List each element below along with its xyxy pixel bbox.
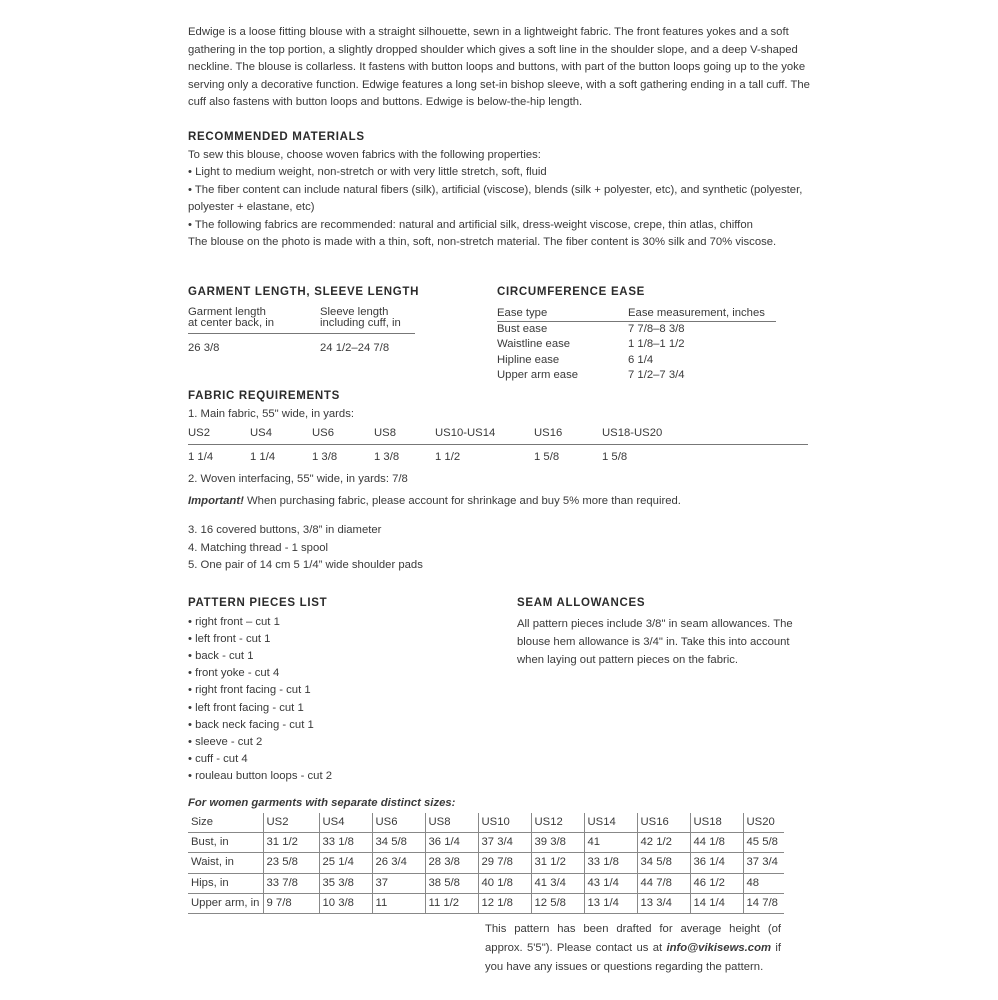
size-table-cell: 37 3/4 <box>478 833 531 853</box>
pattern-piece-item: • right front – cut 1 <box>188 615 280 628</box>
fabric-size: US10-US14 <box>435 425 534 444</box>
size-table-cell: 9 7/8 <box>263 893 319 913</box>
size-table-cell: 37 <box>372 873 425 893</box>
col-header-line: including cuff, in <box>320 317 401 329</box>
ease-row <box>497 368 776 383</box>
col-header-line: at center back, in <box>188 317 275 329</box>
size-table-cell: 36 1/4 <box>425 833 478 853</box>
size-table-cell: 41 <box>584 833 637 853</box>
pattern-piece-item: • back neck facing - cut 1 <box>188 718 314 731</box>
contact-note <box>485 920 781 977</box>
size-table-cell: 28 3/8 <box>425 853 478 873</box>
sleeve-length-value: 24 1/2–24 7/8 <box>320 341 390 354</box>
size-table-cell: 37 3/4 <box>743 853 784 873</box>
garment-length-heading: GARMENT LENGTH, SLEEVE LENGTH <box>188 286 420 298</box>
fabric-yards: 1 1/2 <box>435 450 461 463</box>
fabric-size: US6 <box>312 425 374 444</box>
size-table-cell: 41 3/4 <box>531 873 584 893</box>
ease-row <box>497 321 776 337</box>
size-table-cell: 38 5/8 <box>425 873 478 893</box>
garment-length-value: 26 3/8 <box>188 341 220 354</box>
supplies-list <box>188 522 828 575</box>
supply-item: 5. One pair of 14 cm 5 1/4” wide shoulder pads <box>188 559 423 571</box>
size-table-cell: 11 <box>372 893 425 913</box>
ease-value: 6 1/4 <box>628 353 654 366</box>
fabric-section <box>188 388 813 466</box>
ease-row <box>497 337 776 352</box>
size-table-cell: 35 3/8 <box>319 873 372 893</box>
size-table-cell: 45 5/8 <box>743 833 784 853</box>
fabric-yards: 1 1/4 <box>250 450 276 463</box>
size-table-cell: 10 3/8 <box>319 893 372 913</box>
fabric-yards: 1 3/8 <box>312 450 338 463</box>
garment-length-col-header <box>188 307 320 334</box>
pattern-pieces-heading: PATTERN PIECES LIST <box>188 597 328 609</box>
ease-value: 1 1/8–1 1/2 <box>628 338 685 351</box>
size-table-cell: 11 1/2 <box>425 893 478 913</box>
size-table-cell: 29 7/8 <box>478 853 531 873</box>
size-table-cell: 40 1/8 <box>478 873 531 893</box>
size-table-cell: US14 <box>584 813 637 833</box>
size-table-row-label: Hips, in <box>188 873 263 893</box>
size-table-cell: 25 1/4 <box>319 853 372 873</box>
ease-type: Waistline ease <box>497 338 571 351</box>
materials-section <box>188 129 828 252</box>
size-table-row-label: Size <box>188 813 263 833</box>
size-table-row-label: Upper arm, in <box>188 893 263 913</box>
ease-row <box>497 353 776 368</box>
fabric-yards: 1 3/8 <box>374 450 400 463</box>
size-table-cell: US8 <box>425 813 478 833</box>
fabric-yards: 1 5/8 <box>534 450 560 463</box>
fabric-heading: FABRIC REQUIREMENTS <box>188 390 340 402</box>
interfacing-line: 2. Woven interfacing, 55" wide, in yards: 7/8 <box>188 473 408 485</box>
pattern-piece-item: • rouleau button loops - cut 2 <box>188 770 333 783</box>
fabric-size: US18-US20 <box>602 425 808 444</box>
intro-paragraph: Edwige is a loose fitting blouse with a straight silhouette, sewn in a lightweight fabric. The front features yokes and a soft gathering in the top portion, a slightly dropped shoulder which gives a soft line in the shoulder slope, and a deep V-shaped neckline. The blouse is collarless. It fastens with button loops and buttons, with part of the button loops going up to the yoke serving only a decorative function. Edwige features a long set-in bishop sleeve, with a soft gathering ending in a tall cuff. The cuff also fastens with button loops and buttons. Edwige is below-the-hip length. <box>188 26 810 108</box>
supply-item: 3. 16 covered buttons, 3/8” in diameter <box>188 524 382 536</box>
size-table-cell: 42 1/2 <box>637 833 690 853</box>
size-table-cell: 36 1/4 <box>690 853 743 873</box>
fabric-yards: 1 1/4 <box>188 450 214 463</box>
ease-value: 7 7/8–8 3/8 <box>628 322 685 335</box>
size-table-row <box>188 873 784 893</box>
ease-type: Hipline ease <box>497 353 560 366</box>
size-table-cell: 48 <box>743 873 784 893</box>
materials-bullet: • The fiber content can include natural fibers (silk), artificial (viscose), blends (silk + polyester, etc), and synthetic (polyester, polyester + elastane, etc) <box>188 183 803 213</box>
size-table-cell: 31 1/2 <box>263 833 319 853</box>
size-table-cell: 26 3/4 <box>372 853 425 873</box>
materials-bullet: • The following fabrics are recommended: natural and artificial silk, dress-weight viscose, crepe, thin atlas, chiffon <box>188 218 753 231</box>
size-table <box>188 813 784 914</box>
seam-allowances-text: All pattern pieces include 3/8" in seam allowances. The blouse hem allowance is 3/4" in. Take this into account when laying out pattern pieces on the fabric. <box>517 617 793 667</box>
garment-length-section <box>188 284 428 357</box>
fabric-size: US16 <box>534 425 602 444</box>
pattern-piece-item: • back - cut 1 <box>188 649 254 662</box>
garment-length-table <box>188 307 415 358</box>
size-table-cell: US4 <box>319 813 372 833</box>
col-header-line: Sleeve length <box>320 305 389 318</box>
fabric-yards: 1 5/8 <box>602 450 628 463</box>
materials-heading: RECOMMENDED MATERIALS <box>188 131 365 143</box>
pattern-piece-item: • sleeve - cut 2 <box>188 735 263 748</box>
size-table-row-label: Waist, in <box>188 853 263 873</box>
pattern-pieces-section <box>188 595 488 786</box>
seam-allowances-section <box>517 595 807 669</box>
size-table-cell: 12 1/8 <box>478 893 531 913</box>
size-table-cell: 14 1/4 <box>690 893 743 913</box>
size-table-cell: US12 <box>531 813 584 833</box>
ease-table <box>497 306 776 384</box>
size-table-cell: 34 5/8 <box>372 833 425 853</box>
seam-allowances-heading: SEAM ALLOWANCES <box>517 597 646 609</box>
contact-note-text: This pattern has been drafted for average height (of approx. 5'5"). Please contact us at <box>485 923 781 954</box>
fabric-size: US4 <box>250 425 312 444</box>
fabric-size: US8 <box>374 425 435 444</box>
size-table-cell: 46 1/2 <box>690 873 743 893</box>
size-table-cell: US10 <box>478 813 531 833</box>
fabric-size: US2 <box>188 425 250 444</box>
size-table-cell: US16 <box>637 813 690 833</box>
materials-bullet: • Light to medium weight, non-stretch or with very little stretch, soft, fluid <box>188 166 547 178</box>
main-fabric-label: 1. Main fabric, 55" wide, in yards: <box>188 407 355 420</box>
size-table-cell: 13 1/4 <box>584 893 637 913</box>
size-table-wrap <box>188 813 784 914</box>
ease-type-header: Ease type <box>497 306 628 322</box>
size-table-cell: 14 7/8 <box>743 893 784 913</box>
pattern-piece-item: • front yoke - cut 4 <box>188 667 280 680</box>
contact-note-text: if you have any issues or questions regarding the pattern. <box>485 942 781 973</box>
size-table-cell: 44 7/8 <box>637 873 690 893</box>
contact-email[interactable]: info@vikisews.com <box>666 942 772 954</box>
size-table-header-row <box>188 813 784 833</box>
size-table-title: For women garments with separate distinct sizes: <box>188 797 456 809</box>
size-table-cell: 34 5/8 <box>637 853 690 873</box>
supply-item: 4. Matching thread - 1 spool <box>188 541 329 554</box>
size-table-cell: 44 1/8 <box>690 833 743 853</box>
pattern-piece-item: • left front - cut 1 <box>188 632 271 645</box>
size-table-cell: 33 7/8 <box>263 873 319 893</box>
materials-photo-note: The blouse on the photo is made with a thin, soft, non-stretch material. The fiber content is 30% silk and 70% viscose. <box>188 236 777 248</box>
size-table-cell: 39 3/8 <box>531 833 584 853</box>
size-table-cell: US2 <box>263 813 319 833</box>
size-table-body <box>188 813 784 914</box>
size-table-cell: US20 <box>743 813 784 833</box>
size-table-cell: 33 1/8 <box>584 853 637 873</box>
size-table-cell: 13 3/4 <box>637 893 690 913</box>
col-header-line: Garment length <box>188 305 266 318</box>
size-table-cell: 12 5/8 <box>531 893 584 913</box>
materials-lead: To sew this blouse, choose woven fabrics with the following properties: <box>188 148 541 161</box>
size-table-cell: 23 5/8 <box>263 853 319 873</box>
size-table-row-label: Bust, in <box>188 833 263 853</box>
ease-section <box>497 284 787 384</box>
important-text: When purchasing fabric, please account for shrinkage and buy 5% more than required. <box>243 495 681 507</box>
pattern-piece-item: • cuff - cut 4 <box>188 753 248 766</box>
fabric-table <box>188 425 808 466</box>
size-table-cell: US6 <box>372 813 425 833</box>
pattern-piece-item: • right front facing - cut 1 <box>188 684 311 697</box>
size-table-cell: US18 <box>690 813 743 833</box>
ease-measurement-header: Ease measurement, inches <box>628 306 776 322</box>
important-note <box>188 493 828 511</box>
size-table-cell: 43 1/4 <box>584 873 637 893</box>
size-table-cell: 31 1/2 <box>531 853 584 873</box>
pattern-piece-item: • left front facing - cut 1 <box>188 701 304 714</box>
size-table-cell: 33 1/8 <box>319 833 372 853</box>
sleeve-length-col-header <box>320 307 415 334</box>
ease-type: Upper arm ease <box>497 369 578 382</box>
size-table-row <box>188 833 784 853</box>
ease-type: Bust ease <box>497 322 548 335</box>
size-table-row <box>188 853 784 873</box>
ease-heading: CIRCUMFERENCE EASE <box>497 286 646 298</box>
ease-value: 7 1/2–7 3/4 <box>628 369 685 382</box>
important-label: Important! <box>188 495 244 507</box>
size-table-row <box>188 893 784 913</box>
